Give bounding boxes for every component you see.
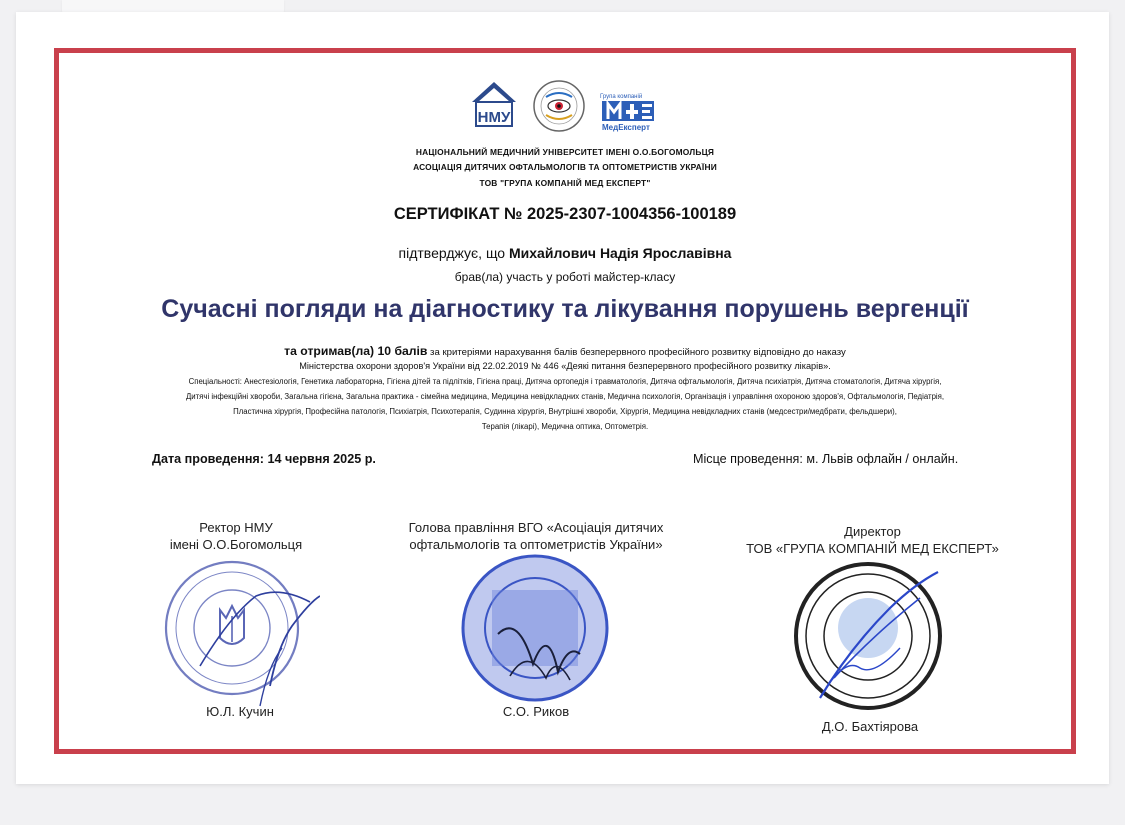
medexpert-logo-name: МедЕксперт — [602, 123, 650, 132]
association-logo — [532, 79, 586, 138]
association-seal-stamp — [458, 554, 613, 707]
course-title: Сучасні погляди на діагностику та лікування порушень вергенції — [161, 295, 969, 323]
org-line-association: АСОЦІАЦІЯ ДИТЯЧИХ ОФТАЛЬМОЛОГІВ ТА ОПТОМЕТРИСТІВ УКРАЇНИ — [413, 162, 717, 172]
specialties-line-4: Терапія (лікарі), Медична оптика, Оптометрія. — [481, 422, 649, 431]
ministry-order: Міністерства охорони здоров'я України від 22.02.2019 № 446 «Деякі питання безперервного професійного розвитку лікарів». — [299, 361, 831, 371]
signatory-3-title-line-2: ТОВ «ГРУПА КОМПАНІЙ МЕД ЕКСПЕРТ» — [746, 541, 999, 556]
event-date: Дата проведення: 14 червня 2025 р. — [152, 452, 376, 466]
points-line — [54, 344, 1076, 358]
recipient-name: Михайлович Надія Ярославівна — [509, 245, 732, 261]
points-criteria: за критеріями нарахування балів безперервного професійного розвитку відповідно до наказу — [430, 347, 846, 358]
signatory-1-name: Ю.Л. Кучин — [206, 704, 274, 719]
specialties-line-3: Пластична хірургія, Професійна патологія, Психіатрія, Психотерапія, Судинна хірургія, Внутрішні хвороби, Хірургія, Медицина невідкладних станів (медсестри/медбрати, фельдшери), — [233, 407, 897, 416]
event-place: Місце проведення: м. Львів офлайн / онлайн. — [693, 452, 959, 466]
participation-text: брав(ла) участь у роботі майстер-класу — [454, 270, 676, 284]
nmu-logo-text: НМУ — [477, 109, 511, 126]
signatory-3-title-line-1: Директор — [844, 524, 901, 539]
signatory-1-title-line-1: Ректор НМУ — [199, 520, 273, 535]
signatory-2-title — [386, 519, 686, 553]
org-line-company: ТОВ "ГРУПА КОМПАНІЙ МЕД ЕКСПЕРТ" — [479, 178, 651, 188]
medexpert-logo-caption: Група компаній — [600, 94, 643, 100]
specialties-line-1: Спеціальності: Анестезіологія, Генетика лабораторна, Гігієна дітей та підлітків, Гігієна праці, Дитяча ортопедія і травматологія, Дитяча офтальмологія, Дитяча психіатрія, Дитяча стоматологія, Дитяча хірургія, — [188, 377, 942, 386]
signatory-3-name: Д.О. Бахтіярова — [821, 719, 919, 734]
signatory-3-title — [720, 523, 1025, 557]
nmu-logo — [470, 80, 518, 135]
signatory-1-title-line-2: імені О.О.Богомольця — [169, 537, 303, 552]
specialties-line-2: Дитячі інфекційні хвороби, Загальна гігієна, Загальна практика - сімейна медицина, Медицина невідкладних станів, Медична психологія, Організація і управління охороною здоров'я, Офтальмологія, Педіатрія, — [185, 392, 945, 401]
medexpert-seal-stamp — [790, 558, 950, 715]
points-awarded: та отримав(ла) 10 балів — [284, 344, 428, 358]
recipient-line — [54, 245, 1076, 261]
signatory-2-title-line-2: офтальмологів та оптометристів України» — [409, 537, 663, 552]
nmu-seal-stamp — [160, 556, 320, 721]
signatory-1-title — [136, 519, 336, 553]
confirm-prefix: підтверджує, що — [398, 245, 506, 261]
certificate-number: СЕРТИФІКАТ № 2025-2307-1004356-100189 — [393, 205, 737, 223]
signatory-2-title-line-1: Голова правління ВГО «Асоціація дитячих — [408, 520, 664, 535]
signatory-2-name: С.О. Риков — [502, 704, 570, 719]
medexpert-logo — [600, 92, 658, 139]
org-line-university: НАЦІОНАЛЬНИЙ МЕДИЧНИЙ УНІВЕРСИТЕТ ІМЕНІ О.О.БОГОМОЛЬЦЯ — [415, 147, 715, 157]
